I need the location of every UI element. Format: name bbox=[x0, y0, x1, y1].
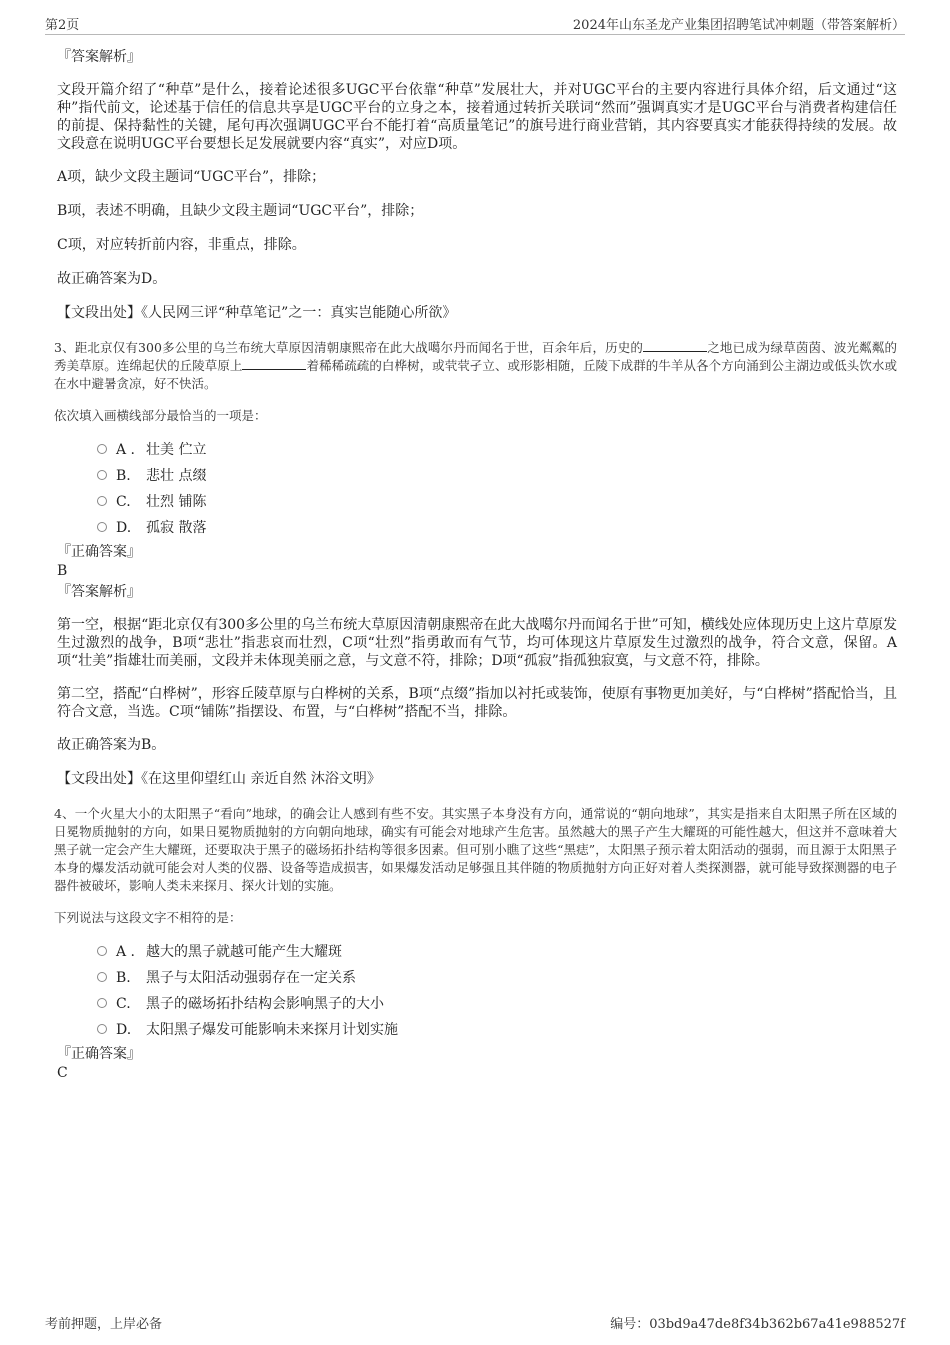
analysis-item-a: A项，缺少文段主题词“UGC平台”，排除； bbox=[57, 169, 326, 185]
option-d[interactable]: D. 太阳黑子爆发可能影响未来探月计划实施 bbox=[97, 1017, 897, 1043]
analysis-item-b: B项，表述不明确，且缺少文段主题词“UGC平台”，排除； bbox=[57, 203, 424, 219]
question-3-options bbox=[97, 437, 897, 541]
radio-button[interactable] bbox=[97, 470, 107, 480]
source-citation: 【文段出处】《人民网三评“种草笔记”之一：真实岂能随心所欲》 bbox=[57, 305, 457, 321]
q2-analysis-section bbox=[57, 48, 897, 323]
radio-button[interactable] bbox=[97, 496, 107, 506]
analysis-paragraph-2: 第二空，搭配“白桦树”，形容丘陵草原与白桦树的关系，B项“点缀”指加以衬托或装饰，使原有事物更加美好，与“白桦树”搭配恰当，且符合文意，当选。C项“铺陈”指摆设、布置，与“白桦树”搭配不当，排除。 bbox=[57, 686, 897, 720]
question-4-text: 4、一个火星大小的太阳黑子“看向”地球，的确会让人感到有些不安。其实黑子本身没有方向，通常说的“朝向地球”，其实是指来自太阳黑子所在区域的日冕物质抛射的方向，如果日冕物质抛射的方向朝向地球，确实有可能会对地球产生危害。虽然越大的黑子产生大耀斑的可能性越大，但这并不意味着大黑子就一定会产生大耀斑，还要取决于黑子的磁场拓扑结构等很多因素。但可别小瞧了这些“黑痣”，太阳黑子预示着太阳活动的强弱，而且源于太阳黑子本身的爆发活动就可能会对人类的仪器、设备等造成损害，如果爆发活动足够强且其伴随的物质抛射方向正好对着人类探测器，就可能导致探测器的电子器件被破坏，影响人类未来探月、探火计划的实施。 bbox=[54, 806, 897, 893]
radio-button[interactable] bbox=[97, 998, 107, 1008]
option-d[interactable]: D. 孤寂 散落 bbox=[97, 515, 897, 541]
radio-button[interactable] bbox=[97, 522, 107, 532]
correct-answer-tag: 『正确答案』 bbox=[57, 544, 141, 560]
question-3 bbox=[54, 339, 897, 789]
option-b[interactable]: B. 黑子与太阳活动强弱存在一定关系 bbox=[97, 965, 897, 991]
page-header bbox=[45, 14, 905, 35]
analysis-conclusion: 故正确答案为D。 bbox=[57, 271, 167, 287]
analysis-conclusion: 故正确答案为B。 bbox=[57, 737, 166, 753]
document-title: 2024年山东圣龙产业集团招聘笔试冲刺题（带答案解析） bbox=[572, 18, 905, 33]
question-3-text: 3、距北京仅有300多公里的乌兰布统大草原因清朝康熙帝在此大战噶尔丹而闻名于世，百余年后，历史的 之地已成为绿草茵茵、波光粼粼的秀美草原。连绵起伏的丘陵草原上 着稀稀疏疏的白桦树，或茕茕孑立、或形影相随，丘陵下成群的牛羊从各个方向涌到公主湖边或低头饮水或在水中避暑贪凉，好不快活。 bbox=[54, 340, 897, 391]
question-4 bbox=[54, 805, 897, 1083]
option-a[interactable]: A . 壮美 伫立 bbox=[97, 437, 897, 463]
document-code: 编号：03bd9a47de8f34b362b67a41e988527f bbox=[610, 1317, 905, 1332]
correct-answer: C bbox=[57, 1065, 68, 1081]
option-c[interactable]: C. 黑子的磁场拓扑结构会影响黑子的大小 bbox=[97, 991, 897, 1017]
analysis-tag: 『答案解析』 bbox=[57, 49, 141, 65]
radio-button[interactable] bbox=[97, 946, 107, 956]
question-3-prompt: 依次填入画横线部分最恰当的一项是： bbox=[54, 408, 267, 423]
question-4-prompt: 下列说法与这段文字不相符的是： bbox=[54, 910, 242, 925]
question-4-options bbox=[97, 939, 897, 1043]
analysis-paragraph-1: 第一空，根据“距北京仅有300多公里的乌兰布统大草原因清朝康熙帝在此大战噶尔丹而闻名于世”可知，横线处应体现历史上这片草原发生过激烈的战争，B项“悲壮”指悲哀而壮烈，C项“壮烈”指勇敢而有气节，均可体现这片草原发生过激烈的战争，符合文意，保留。A项“壮美”指雄壮而美丽，文段并未体现美丽之意，与文意不符，排除；D项“孤寂”指孤独寂寞，与文意不符，排除。 bbox=[57, 617, 897, 669]
option-c[interactable]: C. 壮烈 铺陈 bbox=[97, 489, 897, 515]
radio-button[interactable] bbox=[97, 1024, 107, 1034]
page-number: 第2页 bbox=[45, 18, 80, 33]
footer-slogan: 考前押题，上岸必备 bbox=[45, 1317, 163, 1332]
radio-button[interactable] bbox=[97, 444, 107, 454]
analysis-item-c: C项，对应转折前内容，非重点，排除。 bbox=[57, 237, 306, 253]
correct-answer-tag: 『正确答案』 bbox=[57, 1046, 141, 1062]
correct-answer: B bbox=[57, 563, 68, 579]
option-a[interactable]: A . 越大的黑子就越可能产生大耀斑 bbox=[97, 939, 897, 965]
fill-blank-1 bbox=[643, 339, 707, 352]
option-b[interactable]: B. 悲壮 点缀 bbox=[97, 463, 897, 489]
source-citation: 【文段出处】《在这里仰望红山 亲近自然 沐浴文明》 bbox=[57, 771, 381, 787]
radio-button[interactable] bbox=[97, 972, 107, 982]
analysis-paragraph: 文段开篇介绍了“种草”是什么，接着论述很多UGC平台依靠“种草”发展壮大，并对UGC平台的主要内容进行具体介绍，后文通过“这种”指代前文，论述基于信任的信息共享是UGC平台的立身之本，接着通过转折关联词“然而”强调真实才是UGC平台与消费者构建信任的前提、保持黏性的关键，尾句再次强调UGC平台不能打着“高质量笔记”的旗号进行商业营销，其内容要真实才能获得持续的发展。故文段意在说明UGC平台要想长足发展就要内容“真实”，对应D项。 bbox=[57, 82, 897, 152]
page-content bbox=[54, 44, 897, 1083]
analysis-tag: 『答案解析』 bbox=[57, 584, 141, 600]
fill-blank-2 bbox=[242, 357, 306, 370]
